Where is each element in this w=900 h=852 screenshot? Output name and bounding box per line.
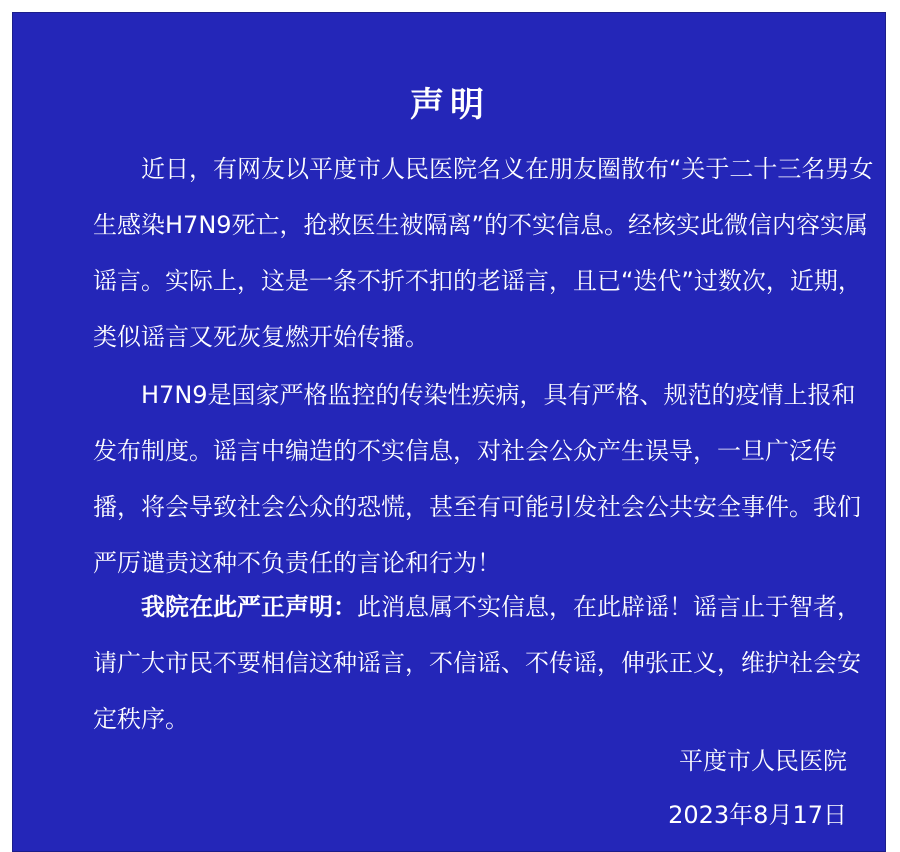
paragraph-1-line: 生感染H7N9死亡，抢救医生被隔离”的不实信息。经核实此微信内容实属: [93, 211, 868, 239]
paragraph-2-line: H7N9是国家严格监控的传染性疾病，具有严格、规范的疫情上报和: [141, 381, 856, 409]
paragraph-3-line: 定秩序。: [93, 705, 189, 733]
document-title: 声明: [410, 85, 490, 125]
paragraph-2-line: 播，将会导致社会公众的恐慌，甚至有可能引发社会公共安全事件。我们: [93, 493, 861, 521]
paragraph-2-line: 严厉谴责这种不负责任的言论和行为！: [93, 549, 501, 577]
declaration-rest: 此消息属不实信息，在此辟谣！谣言止于智者，: [357, 593, 861, 621]
signature-date: 2023年8月17日: [668, 801, 847, 829]
paragraph-1: [93, 141, 875, 365]
signature-organization: 平度市人民医院: [679, 747, 847, 775]
paragraph-1-line: 谣言。实际上，这是一条不折不扣的老谣言，且已“迭代”过数次，近期，: [93, 267, 862, 295]
declaration-lead: 我院在此严正声明：: [141, 593, 357, 621]
paragraph-3: [93, 579, 875, 747]
paragraph-2: [93, 367, 875, 591]
paragraph-3-line: 请广大市民不要相信这种谣言，不信谣、不传谣，伸张正义，维护社会安: [93, 649, 861, 677]
paragraph-1-line: 类似谣言又死灰复燃开始传播。: [93, 323, 429, 351]
paragraph-1-line: 近日，有网友以平度市人民医院名义在朋友圈散布“关于二十三名男女: [141, 155, 874, 183]
paragraph-2-line: 发布制度。谣言中编造的不实信息，对社会公众产生误导，一旦广泛传: [93, 437, 837, 465]
statement-document: [12, 12, 886, 852]
paragraph-3-line: [93, 579, 875, 635]
